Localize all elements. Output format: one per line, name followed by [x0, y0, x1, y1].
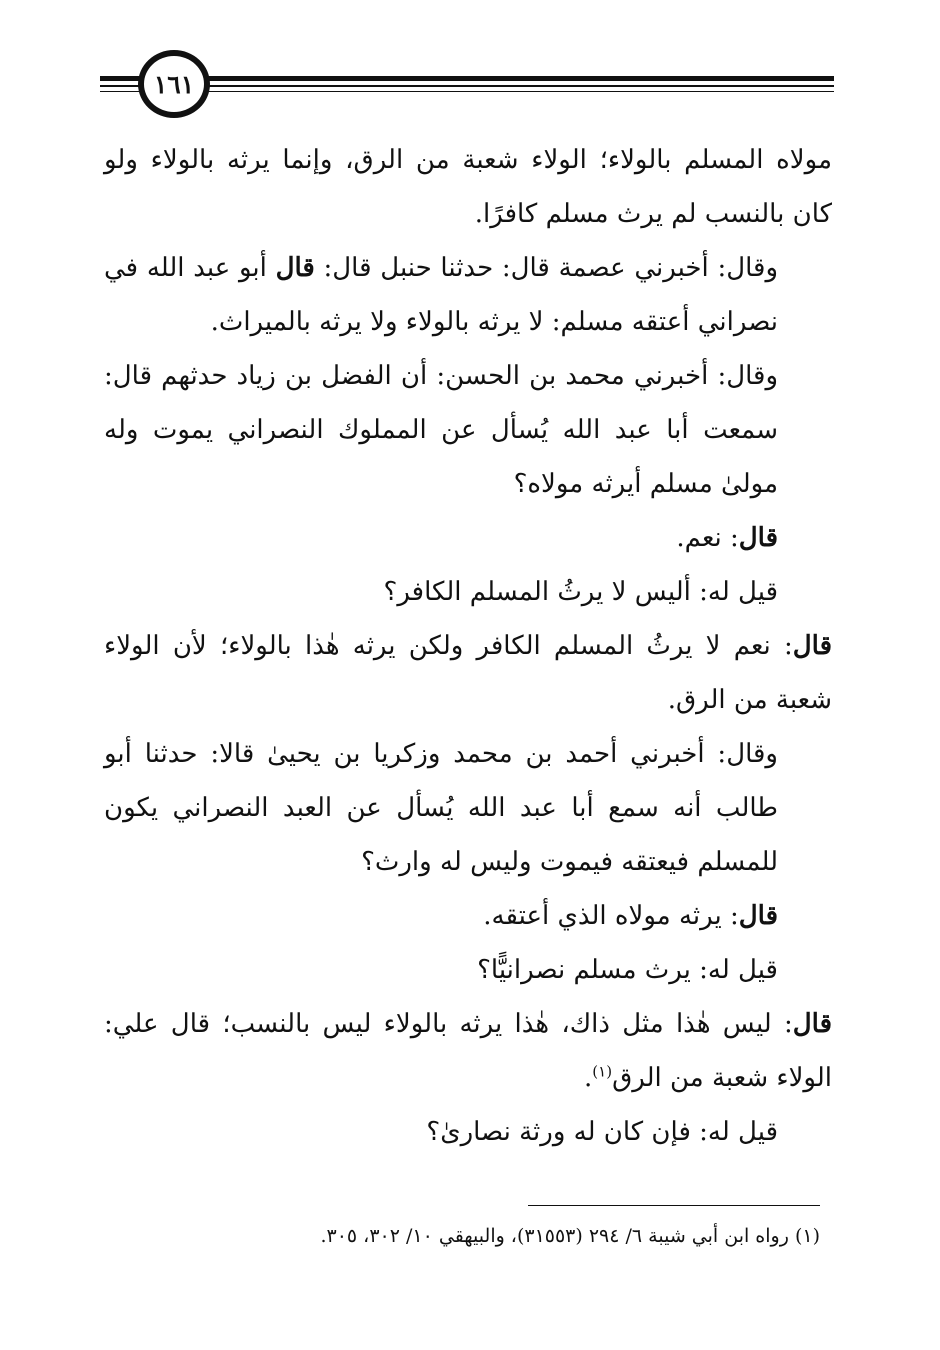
qala-label: قال [792, 1009, 832, 1039]
page-header [100, 48, 834, 128]
paragraph-11 [104, 1105, 832, 1159]
header-rule-middle [100, 85, 834, 87]
paragraph-text: مولاه المسلم بالولاء؛ الولاء شعبة من الرق، وإنما يرثه بالولاء ولو كان بالنسب لم يرث مسلم كافرًا. [104, 145, 832, 229]
paragraph-text: قيل له: يرث مسلم نصرانيًّا؟ [477, 955, 778, 985]
body-text [104, 133, 832, 1159]
paragraph-5 [104, 565, 832, 619]
paragraph-8 [104, 889, 832, 943]
footnote-separator [528, 1205, 820, 1206]
page-number: ١٦١ [138, 50, 210, 118]
paragraph-1 [104, 133, 832, 241]
paragraph-text: : نعم لا يرثُ المسلم الكافر ولكن يرثه هٰذا بالولاء؛ لأن الولاء شعبة من الرق. [104, 631, 832, 715]
paragraph-10 [104, 997, 832, 1105]
paragraph-text: . [584, 1063, 593, 1093]
paragraph-text: أبو عبد الله في نصراني أعتقه مسلم: لا يرثه بالولاء ولا يرثه بالميراث. [104, 253, 778, 337]
paragraph-text: قيل له: فإن كان له ورثة نصارىٰ؟ [426, 1117, 778, 1147]
paragraph-text: : نعم. [676, 523, 739, 553]
paragraph-6 [104, 619, 832, 727]
header-rule-thick [100, 76, 834, 81]
paragraph-text: : يرثه مولاه الذي أعتقه. [483, 901, 739, 931]
qala-label: قال [738, 523, 778, 553]
paragraph-text: قيل له: أليس لا يرثُ المسلم الكافر؟ [383, 577, 778, 607]
footnote-marker: (١) [794, 1225, 820, 1247]
paragraph-4 [104, 511, 832, 565]
paragraph-2 [104, 241, 832, 349]
paragraph-7 [104, 727, 832, 889]
paragraph-text: : ليس هٰذا مثل ذاك، هٰذا يرثه بالولاء ليس بالنسب؛ قال علي: الولاء شعبة من الرق [104, 1009, 832, 1093]
footnote [104, 1219, 820, 1253]
paragraph-9 [104, 943, 832, 997]
footnote-text: رواه ابن أبي شيبة ٦/ ٢٩٤ (٣١٥٥٣)، والبيهقي ١٠/ ٣٠٢، ٣٠٥. [320, 1225, 789, 1247]
footnote-reference: (١) [592, 1062, 613, 1081]
paragraph-text: وقال: أخبرني عصمة قال: حدثنا حنبل قال: [314, 253, 778, 283]
qala-label: قال [792, 631, 832, 661]
header-rule-thin [100, 91, 834, 92]
qala-label: قال [275, 253, 315, 283]
qala-label: قال [738, 901, 778, 931]
paragraph-text: وقال: أخبرني أحمد بن محمد وزكريا بن يحيىٰ قالا: حدثنا أبو طالب أنه سمع أبا عبد الله يُسأل عن العبد النصراني يكون للمسلم فيعتقه فيموت وليس له وارث؟ [104, 739, 778, 877]
paragraph-text: وقال: أخبرني محمد بن الحسن: أن الفضل بن زياد حدثهم قال: سمعت أبا عبد الله يُسأل عن المملوك النصراني يموت وله مولىٰ مسلم أيرثه مولاه؟ [104, 361, 778, 499]
paragraph-3 [104, 349, 832, 511]
